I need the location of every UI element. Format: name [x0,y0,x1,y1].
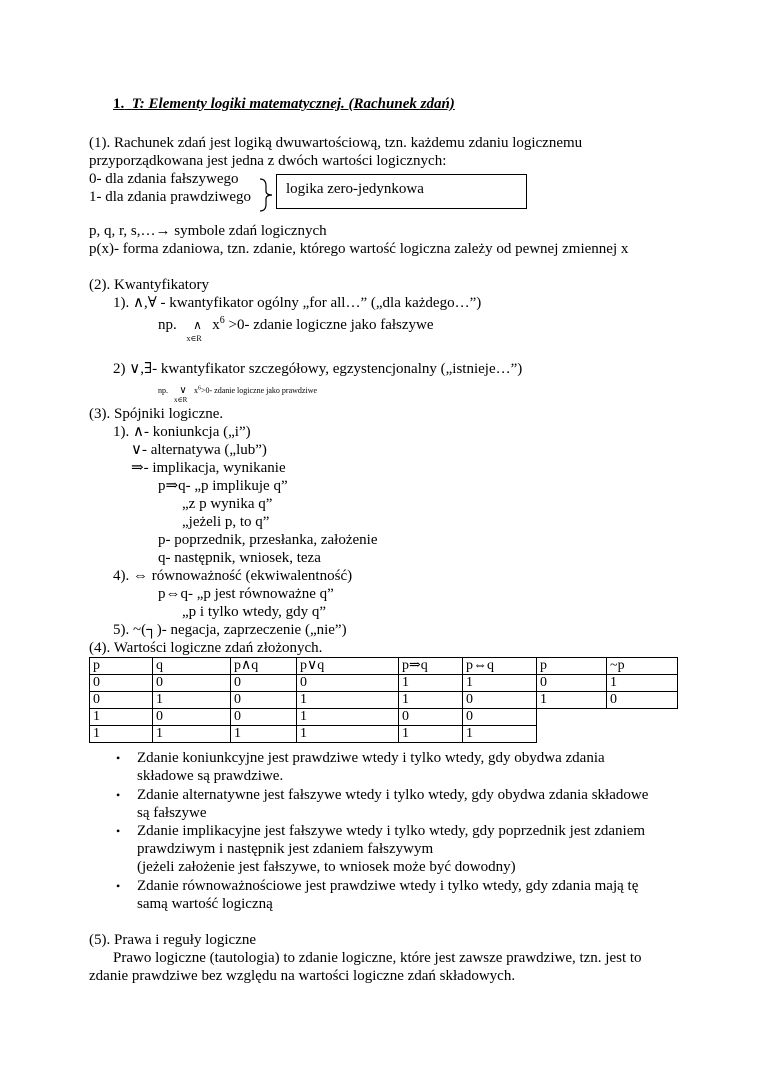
ex1-symbol: ∧ [193,318,202,332]
table-cell: 1 [399,692,463,709]
ex2-sub: x∈R [174,396,188,404]
table-cell: 0 [90,692,153,709]
bullet3-line2: prawdziwym i następnik jest zdaniem fałszywym [137,841,434,857]
table-cell: 1 [90,726,153,743]
ex1-x: x [212,317,220,333]
bullet3-line3: (jeżeli założenie jest fałszywe, to wniosek może być dowodny) [137,859,516,875]
s3-consequent: q- następnik, wniosek, teza [158,550,321,566]
s5-line2: zdanie prawdziwe bez względu na wartości logiczne zdań składowych. [89,968,516,984]
s3-alternative: ∨- alternatywa („lub”) [131,442,267,458]
table-cell: 1 [537,692,607,709]
s2-quantifier-general: 1). ∧,∀ - kwantyfikator ogólny „for all…” („dla każdego…”) [113,295,482,311]
s3-implication-read3: „jeżeli p, to q” [182,514,270,530]
box-label: logika zero-jedynkowa [286,181,424,197]
bullet4-line1: Zdanie równoważnościowe jest prawdziwe wtedy i tylko wtedy, gdy zdania mają tę [137,878,639,894]
bullet-icon: • [116,788,121,802]
s3-implication: ⇒- implikacja, wynikanie [131,460,286,476]
table-cell [607,726,678,743]
bullet3-line1: Zdanie implikacyjne jest fałszywe wtedy i tylko wtedy, gdy poprzednik jest zdaniem [137,823,646,839]
ex2-prefix: np. [158,386,168,395]
bullet1-line1: Zdanie koniunkcyjne jest prawdziwe wtedy i tylko wtedy, gdy obydwa zdania [137,750,605,766]
s1-true-line: 1- dla zdania prawdziwego [89,189,252,205]
s1-form: p(x)- forma zdaniowa, tzn. zdanie, którego wartość logiczna zależy od pewnej zmiennej x [89,241,629,257]
s5-heading: (5). Prawa i reguły logiczne [89,932,257,948]
table-row [90,675,678,692]
s1-line2: przyporządkowana jest jedna z dwóch wartości logicznych: [89,153,447,169]
s3-equivalence-read2: „p i tylko wtedy, gdy q” [182,604,327,620]
table-cell: 0 [463,709,537,726]
table-header-cell: ~p [607,658,678,675]
s4-heading: (4). Wartości logiczne zdań złożonych. [89,640,323,656]
s3-equivalence-read1: p⇔q- „p jest równoważne q” [158,586,334,602]
table-header-cell: p∧q [231,658,297,675]
table-cell: 0 [399,709,463,726]
table-row [90,709,678,726]
table-cell: 0 [90,675,153,692]
bullet4-line2: samą wartość logiczną [137,896,273,912]
table-cell: 0 [231,709,297,726]
table-header-cell: p [90,658,153,675]
s2-example2 [158,385,318,404]
table-cell [537,726,607,743]
page-title [113,95,455,113]
title-text: T: Elementy logiki matematycznej. (Rachunek zdań) [131,96,455,112]
s1-line1: (1). Rachunek zdań jest logiką dwuwartościową, tzn. każdemu zdaniu logicznemu [89,135,583,151]
title-number: 1. [113,96,125,112]
s3-antecedent: p- poprzednik, przesłanka, założenie [158,532,378,548]
bullet1-line2: składowe są prawdziwe. [137,768,284,784]
table-cell: 1 [90,709,153,726]
ex2-symbol: ∨ [179,385,187,396]
bullet-icon: • [116,824,121,838]
table-cell [607,709,678,726]
s3-equivalence: 4). ⇔ równoważność (ekwiwalentność) [113,568,353,584]
ex1-sub: x∈R [186,334,202,343]
s2-heading: (2). Kwantyfikatory [89,277,209,293]
s3-negation: 5). ~(┐)- negacja, zaprzeczenie („nie”) [113,622,347,638]
table-header-cell: p [537,658,607,675]
table-cell: 1 [231,726,297,743]
bullet2-line2: są fałszywe [137,805,207,821]
s5-line1: Prawo logiczne (tautologia) to zdanie logiczne, które jest zawsze prawdziwe, tzn. jest to [113,950,642,966]
s3-heading: (3). Spójniki logiczne. [89,406,224,422]
table-cell: 1 [399,726,463,743]
table-cell: 0 [537,675,607,692]
table-cell: 1 [463,675,537,692]
ex2-rest: >0- zdanie logiczne jako prawdziwe [201,386,318,395]
bullet2-line1: Zdanie alternatywne jest fałszywe wtedy i tylko wtedy, gdy obydwa zdania składowe [137,787,649,803]
s2-quantifier-existential: 2) ∨,∃- kwantyfikator szczegółowy, egzystencjonalny („istnieje…”) [113,361,523,377]
table-header-row [90,658,678,675]
ex2-exp: 6 [198,385,201,392]
table-cell: 1 [297,692,399,709]
table-cell: 0 [153,675,231,692]
table-header-cell: q [153,658,231,675]
ex2-x: x [194,386,198,395]
s3-implication-read1: p⇒q- „p implikuje q” [158,478,288,494]
table-cell: 0 [297,675,399,692]
table-cell: 0 [231,692,297,709]
table-cell: 0 [463,692,537,709]
bullet-icon: • [116,879,121,893]
table-header-cell: p⇒q [399,658,463,675]
curly-brace-icon [258,178,278,212]
table-cell: 1 [607,675,678,692]
s1-symbols: p, q, r, s,…→ symbole zdań logicznych [89,223,327,239]
table-cell: 1 [297,709,399,726]
table-row [90,692,678,709]
ex1-text: >0- zdanie logiczne jako fałszywe [228,317,434,333]
ex1-exp: 6 [219,315,225,326]
s3-conjunction: 1). ∧- koniunkcja („i”) [113,424,251,440]
table-cell: 1 [463,726,537,743]
table-row [90,726,678,743]
table-header-cell: p⇔q [463,658,537,675]
table-cell: 1 [399,675,463,692]
table-cell: 0 [231,675,297,692]
table-cell: 1 [153,692,231,709]
table-cell: 0 [607,692,678,709]
zero-one-logic-box [276,174,527,209]
table-cell [537,709,607,726]
table-cell: 1 [297,726,399,743]
ex1-prefix: np. [158,317,177,333]
s3-implication-read2: „z p wynika q” [182,496,273,512]
table-cell: 0 [153,709,231,726]
s1-false-line: 0- dla zdania fałszywego [89,171,239,187]
truth-table [89,657,678,743]
bullet-icon: • [116,751,121,765]
table-header-cell: p∨q [297,658,399,675]
s2-example1 [158,315,434,343]
table-cell: 1 [153,726,231,743]
